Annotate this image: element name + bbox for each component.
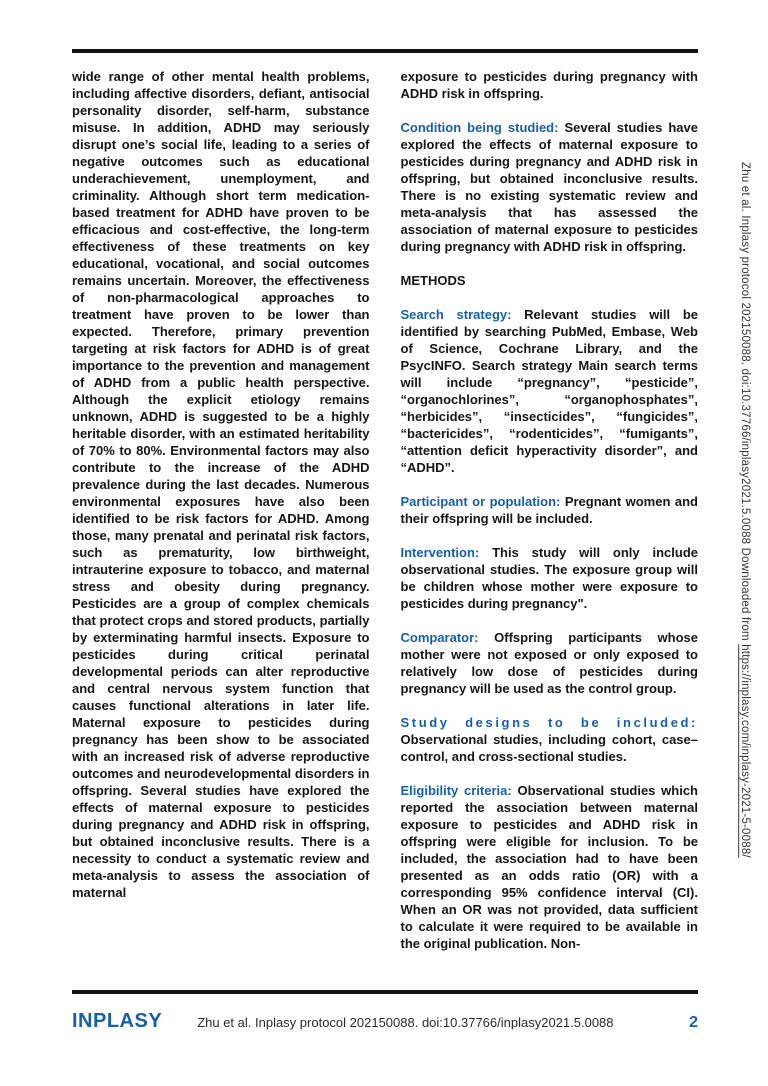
paragraph-continuation: exposure to pesticides during pregnancy with ADHD risk in offspring. [400,69,698,101]
section-label: Comparator: [400,630,479,645]
inplasy-logo: INPLASY [72,1010,163,1032]
section-label: Eligibility criteria: [400,783,512,798]
paragraph-text: Relevant studies will be identified by searching PubMed, Embase, Web of Science, Cochrane Library, and the PsycINFO. Search strategy Main search terms will include “pregnancy”, “pesticide”, “organochlorines”, “organophosphates”, “herbicides”, “insecticides”, “fungicides”, “bactericides”, “rodenticides”, “fumigants”, “attention deficit hyperactivity disorder”, and “ADHD”. [400,307,698,475]
methods-heading: METHODS [400,273,466,288]
paragraph-text: Several studies have explored the effects of maternal exposure to pesticides during pregnancy and ADHD risk in offspring, but obtained inconclusive results. There is no existing systematic review and meta-analysis that has assessed the association of maternal exposure to pesticides during pregnancy with ADHD risk in offspring. [400,120,698,254]
paragraph-participant-or-population [401,493,699,527]
left-column [72,68,370,952]
right-column [401,68,699,952]
paragraph-intervention [401,544,699,612]
section-label: Condition being studied: [400,120,559,135]
paragraph-search-strategy [401,306,699,476]
paragraph-study-designs [401,714,699,765]
section-label: Intervention: [400,545,480,560]
paragraph-text: This study will only include observational studies. The exposure group will be children whose mother were exposure to pesticides during pregnancy". [400,545,698,611]
page-number: 2 [689,1014,698,1031]
paragraph-text: Observational studies which reported the association between maternal exposure to pesticides and ADHD risk in offspring were eligible for inclusion. To be included, the association had to have been presented as an odds ratio (OR) with a corresponding 95% confidence interval (CI). When an OR was not provided, data sufficient to calculate it were required to be available in the original publication. Non- [400,783,698,951]
article-body [72,68,698,952]
paragraph-background: wide range of other mental health problems, including affective disorders, defiant, antisocial personality disorder, self-harm, substance misuse. In addition, ADHD may seriously disrupt one’s social life, leading to a series of negative outcomes such as educational underachievement, unemployment, and criminality. Although short term medication-based treatment for ADHD have proven to be efficacious and cost-effective, the long-term effectiveness of these treatments on key educational, vocational, and social outcomes remains uncertain. Moreover, the effectiveness of non-pharmacological approaches to treatment have proven to be lower than expected. Therefore, primary prevention targeting at risk factors for ADHD is of great importance to the prevention and management of ADHD from a public health perspective. Although the explicit etiology remains unknown, ADHD is suggested to be a highly heritable disorder, with an estimated heritability of 70% to 80%. Environmental factors may also contribute to the increase of the ADHD prevalence during the last decades. Numerous environmental exposures have also been identified to be risk factors for ADHD. Among those, many prenatal and perinatal risk factors, such as prematurity, low birthweight, intrauterine exposure to tobacco, and maternal stress and obesity during pregnancy. Pesticides are a group of complex chemicals that protect crops and stored products, partially by exterminating harmful insects. Exposure to pesticides during critical perinatal developmental periods can alter reproductive and central nervous system function that causes functional alterations in later life. Maternal exposure to pesticides during pregnancy has been show to be associated with an increased risk of adverse reproductive outcomes and neurodevelopmental disorders in offspring. Several studies have explored the effects of maternal exposure to pesticides during pregnancy and ADHD risk in offspring, but obtained inconclusive results. There is a necessity to conduct a systematic review and meta-analysis to assess the association of maternal [72,69,370,900]
top-rule [72,49,698,53]
section-label: Participant or population: [400,494,561,509]
vertical-citation-text: Zhu et al. Inplasy protocol 202150088. doi:10.37766/inplasy2021.5.0088 Downloaded from [739,162,751,645]
paragraph-text: Offspring participants whose mother were not exposed or only exposed to relatively low dose of pesticides during pregnancy will be used as the control group. [400,630,698,696]
footer [72,1010,698,1033]
paragraph-eligibility-criteria [401,782,699,952]
paragraph-comparator [401,629,699,697]
bottom-rule [72,990,698,994]
paragraph-condition-being-studied [401,119,699,255]
paragraph-text: Pregnant women and their offspring will be included. [400,494,698,526]
footer-citation: Zhu et al. Inplasy protocol 202150088. doi:10.37766/inplasy2021.5.0088 [197,1015,614,1030]
citation-url-link[interactable]: https://inplasy.com/inplasy-2021-5-0088/ [739,644,751,858]
section-label: Study designs to be included: [400,715,698,730]
section-label: Search strategy: [400,307,512,322]
vertical-citation [733,162,757,1012]
paragraph-text: Observational studies, including cohort, case–control, and cross-sectional studies. [400,732,698,764]
